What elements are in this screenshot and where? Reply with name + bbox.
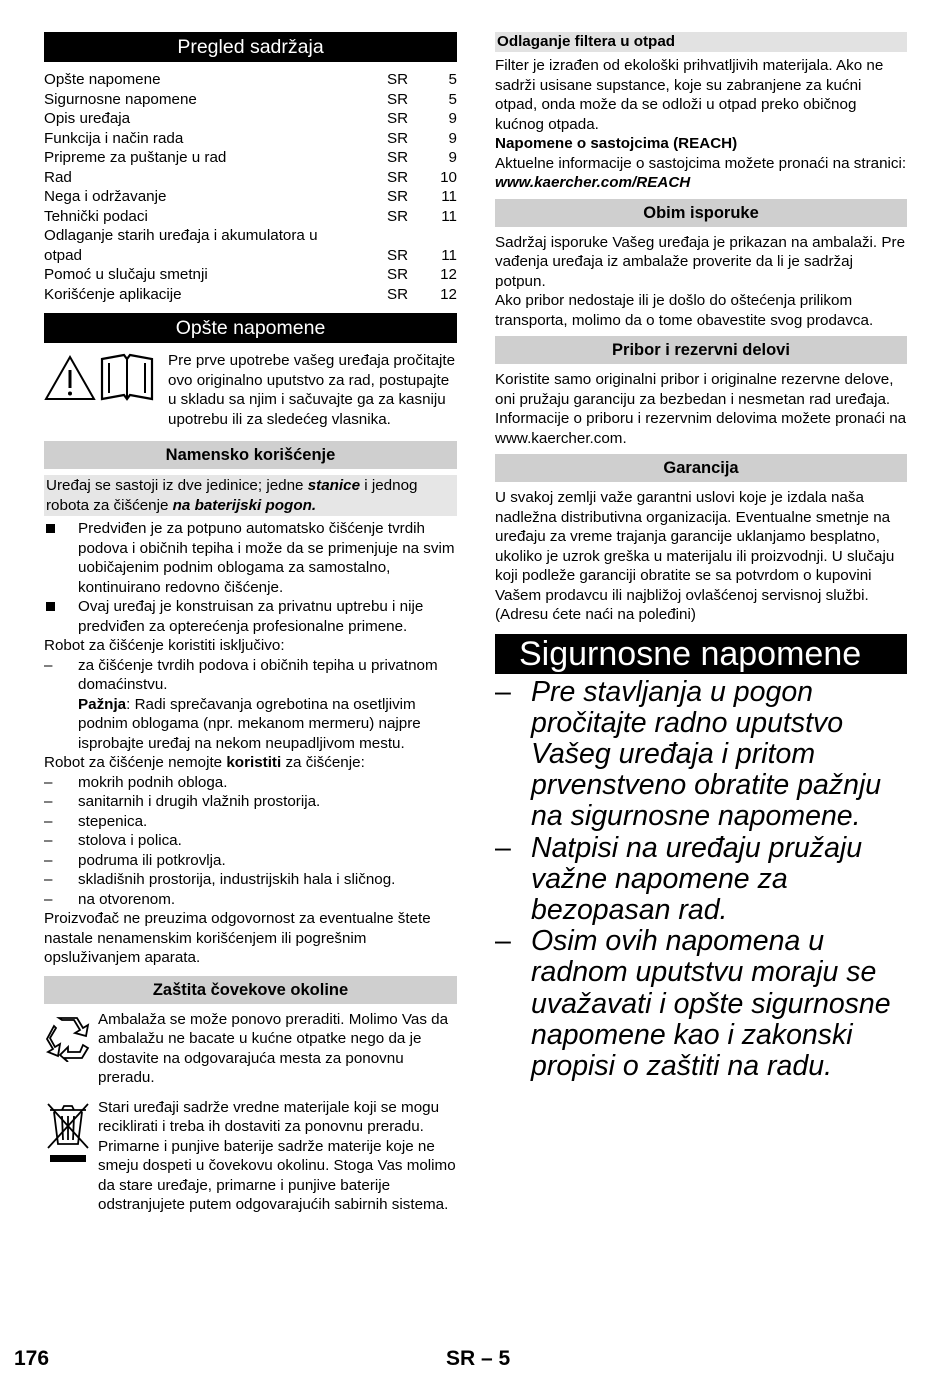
toc-page: 5 [448, 90, 457, 108]
section-ref: SR – 5 [446, 1347, 511, 1370]
toc-page: 11 [441, 207, 457, 225]
list-item: – za čišćenje tvrdih podova i običnih tepiha u privatnom domaćinstvu. Pažnja: Radi sprečavanja ogrebotina na osetljivim podnim oblogama (npr. mekanom mermeru) najpre isprobajte uređaj na nekom neupadljivom mestu. [44, 656, 438, 752]
right-column [495, 32, 907, 1082]
toc-lang: SR [387, 246, 409, 264]
toc-page: 9 [448, 149, 457, 166]
toc-lang: SR [387, 207, 409, 225]
accessories-text: Informacije o priboru i rezervnim delovima možete pronaći na www.kaercher.com. [495, 410, 907, 447]
summary-text: i jednog robota za čišćenje [46, 477, 418, 514]
reach-title: Napomene o sastojcima (REACH) [495, 135, 738, 152]
toc-label: Korišćenje aplikacije [44, 285, 182, 303]
page-number: 176 [14, 1347, 50, 1370]
robot-not-text: za čišćenje: [281, 754, 365, 771]
delivery-text: Sadržaj isporuke Vašeg uređaja je prikazan na ambalaži. Pre vađenja uređaja iz ambalaže proverite da li je sadržaj potpun. [495, 233, 906, 290]
robot-only-heading: Robot za čišćenje koristiti isključivo: [44, 637, 285, 654]
dash-text: stolova i polica. [78, 832, 182, 849]
toc-label: Nega i održavanje [44, 188, 167, 205]
toc-lang: SR [387, 168, 409, 186]
filter-title: Odlaganje filtera u otpad [495, 32, 907, 52]
toc-lang: SR [387, 71, 409, 88]
list-item: – na otvorenom. [44, 890, 176, 908]
reach-text: Aktuelne informacije o sastojcima možete pronaći na stranici: [495, 154, 907, 172]
toc-page: 5 [448, 71, 457, 88]
safety-title: Sigurnosne napomene [495, 634, 907, 674]
toc-row[interactable] [44, 265, 457, 285]
caution-label: Pažnja [78, 695, 127, 713]
toc-lang: SR [387, 188, 409, 205]
recycle-text: Ambalaža se može ponovo preraditi. Molimo Vas da ambalažu ne bacate u kućne otpatke nego da je dostavite na odgovarajuća mesta za ponovnu preradu. [98, 1010, 449, 1086]
general-title: Opšte napomene [44, 313, 457, 343]
summary-station: stanice [307, 477, 361, 494]
intended-summary [44, 475, 457, 516]
warranty-address-note: (Adresu ćete naći na poleđini) [495, 606, 696, 623]
dash-text: mokrih podnih obloga. [78, 773, 228, 791]
recycle-icon [44, 1014, 92, 1062]
toc-row[interactable] [44, 187, 457, 207]
list-item: Predviđen je za potpuno automatsko čišćenje tvrdih podova i običnih tepiha i može da se primenjuje na svim uobičajenim podnim oblogama za samostalno, kontinuirano redovno čišćenje. [44, 519, 457, 597]
toc-page: 12 [440, 266, 457, 283]
environment-title: Zaštita čovekove okoline [44, 976, 457, 1004]
toc-row[interactable] [44, 109, 457, 129]
toc-label: Funkcija i način rada [44, 129, 184, 147]
toc-row[interactable] [44, 90, 457, 110]
delivery-title: Obim isporuke [495, 199, 907, 227]
toc-lang: SR [387, 285, 409, 303]
toc-lang: SR [387, 110, 409, 127]
toc-lang: SR [387, 266, 409, 283]
liability-text: Proizvođač ne preuzima odgovornost za eventualne štete nastale nenamenskim korišćenjem ili pogrešnim opsluživanjem aparata. [44, 910, 431, 966]
toc-label: Pripreme za puštanje u rad [44, 149, 227, 166]
warranty-text: U svakoj zemlji važe garantni uslovi koje je izdala naša nadležna distributivna organizacija. Eventualne smetnje na uređaju za vreme trajanja garancije uklanjamo besplatno, ukoliko je uzrok greška u materijalu ili proizvodnji. U slučaju koji podleže garanciji obratite se sa potvrdom o kupovini Vašem prodavcu ili najbližoj ovlašćenoj servisnoj službi. [495, 489, 895, 604]
dash-text: skladišnih prostorija, industrijskih hala i sličnog. [78, 871, 396, 888]
list-item: – sanitarnih i drugih vlažnih prostorija. [44, 793, 321, 810]
toc-row[interactable] [44, 285, 457, 305]
toc-lang: SR [387, 129, 409, 147]
robot-not-heading [44, 753, 457, 773]
list-item: – skladišnih prostorija, industrijskih hala i sličnog. [44, 871, 396, 888]
list-item: – stepenica. [44, 812, 148, 830]
toc-page: 9 [448, 110, 457, 127]
list-item: – podruma ili potkrovlja. [44, 851, 226, 869]
dash-text: podruma ili potkrovlja. [78, 851, 226, 869]
toc-label: Pomoć u slučaju smetnji [44, 266, 208, 283]
general-intro: Pre prve upotrebe vašeg uređaja pročitajte ovo originalno uputstvo za rad, postupajte u skladu sa njim i sačuvajte ga za kasniju upotrebu ili za sledećeg vlasnika. [168, 352, 456, 428]
toc-lang: SR [387, 149, 409, 166]
intended-title: Namensko korišćenje [44, 441, 457, 469]
list-item: – Natpisi na uređaju pružaju važne napomene za bezopasan rad. [495, 831, 863, 926]
toc-label: Opšte napomene [44, 71, 161, 88]
dash-text: za čišćenje tvrdih podova i običnih tepiha u privatnom domaćinstvu. [78, 656, 438, 693]
toc-page: 10 [440, 168, 457, 186]
summary-battery: na baterijski pogon. [172, 496, 317, 514]
list-item: – stolova i polica. [44, 832, 182, 849]
general-section [44, 351, 457, 435]
disposal-text: Stari uređaji sadrže vredne materijale koji se mogu reciklirati i treba ih dostaviti za ponovnu preradu. Primarne i punjive baterije sadrže materije koje ne smeju dospeti u čovekovu okolinu. Stoga Vas molimo da stare uređaje, primarne i punjive baterije odstranjujete putem odgovarajućih sabirnih sistema. [98, 1098, 456, 1213]
toc-label: Tehnički podaci [44, 207, 148, 225]
left-column [44, 32, 457, 1215]
dash-text: sanitarnih i drugih vlažnih prostorija. [78, 793, 321, 810]
dash-text: na otvorenom. [78, 890, 176, 908]
accessories-text: Koristite samo originalni pribor i originalne rezervne delove, oni pružaju garanciju za bezbedan i nesmetan rad uređaja. [495, 371, 894, 408]
toc-label: Odlaganje starih uređaja i akumulatora u otpad [44, 227, 318, 264]
summary-text: Uređaj se sastoji iz dve jedinice; jedne [46, 477, 308, 494]
recycle-block [44, 1010, 457, 1088]
caution-text: : Radi sprečavanja ogrebotina na osetljivim podnim oblogama (npr. mekanom mermeru) najpre isprobajte uređaj na nekom neupadljivom mestu. [78, 695, 421, 752]
robot-not-bold: koristiti [226, 754, 282, 771]
toc-page: 11 [441, 188, 457, 205]
toc-row[interactable] [44, 168, 457, 188]
delivery-text: Ako pribor nedostaje ili je došlo do oštećenja prilikom transporta, molimo da o tome obavestite svog prodavca. [495, 292, 874, 329]
accessories-title: Pribor i rezervni delovi [495, 336, 907, 364]
toc-page: 11 [441, 246, 457, 264]
list-item: – Osim ovih napomena u radnom uputstvu moraju se uvažavati i opšte sigurnosne napomene kao i zakonski propisi o zaštiti na radu. [495, 925, 891, 1082]
manual-book-icon [100, 353, 154, 401]
safety-text: Natpisi na uređaju pružaju važne napomene za bezopasan rad. [531, 831, 863, 926]
filter-text: Filter je izrađen od ekološki prihvatljivih materijala. Ako ne sadrži usisane supstance, koje su zabranjene za kućni otpad, onda može da se odloži u otpad preko običnog kućnog otpada. [495, 57, 884, 133]
toc-label: Rad [44, 168, 72, 186]
toc-row[interactable] [44, 70, 457, 90]
toc-row[interactable] [44, 226, 457, 265]
warranty-title: Garancija [495, 454, 907, 482]
general-icons [44, 351, 168, 435]
toc-row[interactable] [44, 207, 457, 227]
toc-row[interactable] [44, 129, 457, 149]
dash-text: stepenica. [78, 812, 148, 830]
toc-page: 12 [440, 285, 457, 303]
warning-triangle-icon [44, 355, 96, 401]
list-item: Ovaj uređaj je konstruisan za privatnu uptrebu i nije predviđen za opterećenja profesionalne primene. [44, 597, 457, 636]
safety-text: Pre stavljanja u pogon pročitajte radno uputstvo Vašeg uređaja i pritom prvenstveno obratite pažnju na sigurnosne napomene. [531, 675, 882, 833]
safety-text: Osim ovih napomena u radnom uputstvu moraju se uvažavati i opšte sigurnosne napomene kao i zakonski propisi o zaštiti na radu. [531, 925, 891, 1082]
list-item: – mokrih podnih obloga. [44, 773, 228, 791]
disposal-block [44, 1098, 457, 1215]
toc-page: 9 [448, 129, 457, 147]
reach-link[interactable]: www.kaercher.com/REACH [495, 174, 691, 191]
toc-title: Pregled sadržaja [44, 32, 457, 62]
toc-row[interactable] [44, 148, 457, 168]
toc-lang: SR [387, 90, 409, 108]
crossed-bin-icon [44, 1100, 92, 1164]
robot-not-text: Robot za čišćenje nemojte [44, 754, 227, 771]
toc-label: Sigurnosne napomene [44, 90, 197, 108]
toc-list [44, 70, 457, 304]
toc-label: Opis uređaja [44, 110, 131, 127]
list-item: – Pre stavljanja u pogon pročitajte radno uputstvo Vašeg uređaja i pritom prvenstveno obratite pažnju na sigurnosne napomene. [495, 675, 882, 833]
